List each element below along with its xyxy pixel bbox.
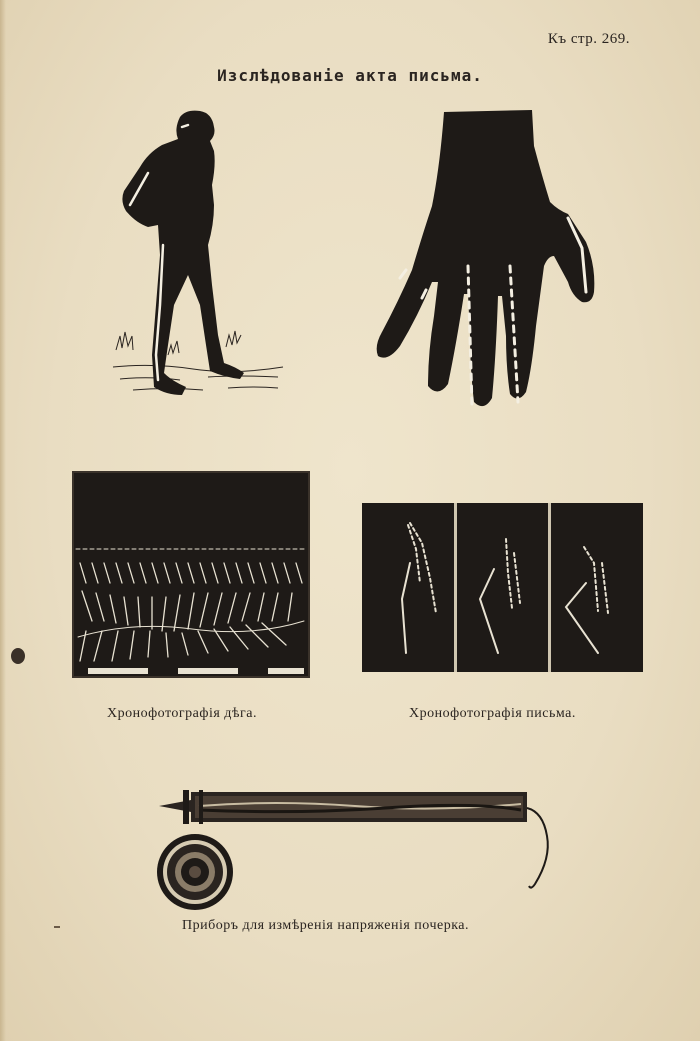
- writing-caption: Хронофотографія письма.: [409, 706, 576, 721]
- walking-figure-silhouette-icon: [108, 105, 293, 410]
- margin-mark: [54, 926, 60, 928]
- page-spine-shadow: [0, 0, 6, 1041]
- gait-chronophotograph: [72, 471, 310, 678]
- page-title: Изслѣдованiе акта письма.: [217, 66, 483, 85]
- gait-caption: Хронофотографія дѣга.: [107, 706, 257, 721]
- hand-silhouette-icon: [372, 106, 600, 416]
- writing-chronophotograph: [362, 503, 643, 672]
- ink-blot: [11, 648, 25, 664]
- page-reference: Къ стр. 269.: [547, 31, 630, 47]
- device-caption: Приборъ для измѣренія напряженія почерка.: [182, 918, 469, 933]
- pressure-device-illustration: [155, 786, 555, 911]
